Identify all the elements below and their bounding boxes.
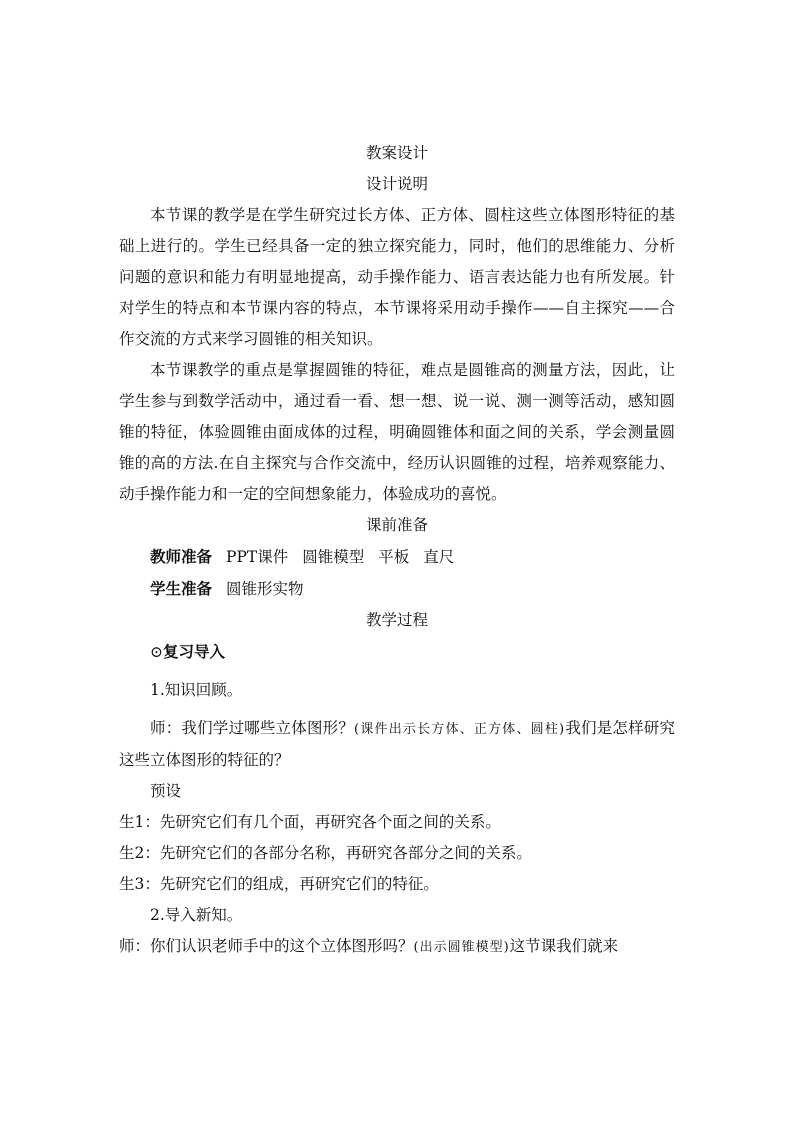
document-title: 教案设计 [365, 144, 428, 162]
student-prep-item: 圆锥形实物 [226, 580, 304, 598]
teacher-question-2 [119, 931, 675, 963]
teacher-prep-item: 圆锥模型 [302, 548, 365, 566]
teacher-prep-line [119, 541, 675, 573]
teacher-question-1-rest: 我们是怎样研究这些立体图形的特征的？ [119, 719, 675, 769]
student-prep-label: 学生准备 [150, 579, 213, 598]
student-answer-2: 生2：先研究它们的各部分名称，再研究各部分之间的关系。 [119, 844, 532, 862]
teacher-question-2-rest: 这节课我们就来 [509, 937, 619, 955]
teacher-prep-item: PPT课件 [226, 548, 289, 566]
prep-heading: 课前准备 [365, 516, 428, 534]
section-title: 复习导入 [163, 642, 226, 661]
student-answer-1: 生1：先研究它们有几个面，再研究各个面之间的关系。 [119, 813, 501, 831]
design-paragraph-2: 本节课教学的重点是掌握圆锥的特征，难点是圆锥高的测量方法，因此，让学生参与到数学活动中，通过看一看、想一想、说一说、测一测等活动，感知圆锥的特征，体验圆锥由面成体的过程，明确圆锥体和面之间的关系，学会测量圆锥的高的方法.在自主探究与合作交流中，经历认识圆锥的过程，培养观察能力、动手操作能力和一定的空间想象能力，体验成功的喜悦。 [119, 361, 675, 503]
student-answer-3: 生3：先研究它们的组成，再研究它们的特征。 [119, 875, 439, 893]
section-heading [119, 636, 675, 668]
teacher-question-1 [119, 713, 675, 776]
lesson-plan-content [119, 138, 675, 963]
step-heading-1: 1.知识回顾。 [150, 681, 243, 699]
teacher-prep-item: 平板 [378, 548, 410, 566]
process-heading: 教学过程 [365, 611, 428, 629]
design-paragraph-1: 本节课的教学是在学生研究过长方体、正方体、圆柱这些立体图形特征的基础上进行的。学生已经具备一定的独立探究能力，同时，他们的思维能力、分析问题的意识和能力有明显地提高，动手操作能力、语言表达能力也有所发展。针对学生的特点和本节课内容的特点，本节课将采用动手操作——自主探究——合作交流的方式来学习圆锥的相关知识。 [119, 206, 675, 348]
teacher-question-2-text: 师：你们认识老师手中的这个立体图形吗？ [119, 937, 414, 955]
teacher-prep-item: 直尺 [423, 548, 455, 566]
teacher-question-1-note: (课件出示长方体、正方体、圆柱) [354, 722, 566, 737]
circle-dot-icon: ⊙ [150, 643, 163, 661]
design-note-heading: 设计说明 [365, 175, 428, 193]
preset-label: 预设 [150, 782, 182, 800]
teacher-prep-label: 教师准备 [150, 547, 213, 566]
student-prep-line [119, 573, 675, 605]
step-heading-2: 2.导入新知。 [150, 906, 243, 924]
teacher-question-1-text: 师：我们学过哪些立体图形？ [150, 719, 355, 737]
teacher-question-2-note: (出示圆锥模型) [413, 940, 510, 955]
